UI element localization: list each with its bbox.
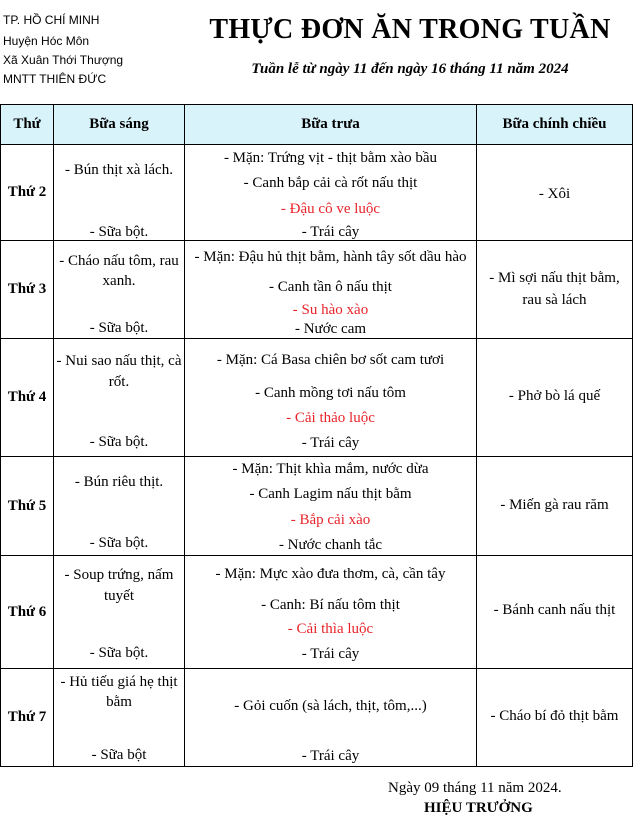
lunch-line: - Trái cây: [301, 748, 360, 764]
lunch-line: - Mặn: Cá Basa chiên bơ sốt cam tươi: [216, 352, 445, 368]
breakfast-line: tuyết: [104, 588, 134, 604]
lunch-line: - Canh: Bí nấu tôm thịt: [261, 597, 400, 613]
breakfast-milk: - Sữa bột.: [89, 320, 149, 336]
breakfast-line: bằm: [106, 694, 132, 710]
breakfast-cell: [54, 556, 185, 669]
lunch-line-vegetable: - Cải thảo luộc: [286, 410, 375, 426]
lunch-cell: [185, 457, 477, 556]
breakfast-milk: - Sữa bột.: [89, 224, 149, 240]
lunch-line: - Gỏi cuốn (sà lách, thịt, tôm,...): [234, 698, 427, 714]
lunch-line-vegetable: - Đậu cô ve luộc: [280, 201, 381, 217]
header-row: [1, 105, 633, 145]
lunch-cell: [185, 145, 477, 241]
lunch-line: - Mặn: Mực xào đưa thơm, cà, cần tây: [215, 566, 446, 582]
snack-line: rau sà lách: [522, 292, 587, 308]
snack-line: - Mì sợi nấu thịt bằm,: [489, 270, 620, 286]
lunch-line-vegetable: - Su hào xào: [292, 302, 369, 318]
lunch-line: - Canh bắp cải cà rốt nấu thịt: [243, 175, 418, 191]
lunch-line: - Mặn: Thịt khìa mắm, nước dừa: [232, 461, 429, 477]
day-cell: Thứ 2: [1, 145, 54, 241]
lunch-line: - Trái cây: [301, 224, 360, 240]
lunch-line: - Mặn: Trứng vịt - thịt bằm xào bầu: [223, 150, 438, 166]
table-row: [1, 241, 633, 339]
breakfast-cell: [54, 457, 185, 556]
lunch-line: - Trái cây: [301, 435, 360, 451]
snack-cell: [477, 669, 633, 767]
breakfast-line: - Bún thịt xà lách.: [65, 162, 173, 178]
header-lunch: Bữa trưa: [185, 105, 477, 145]
day-cell: Thứ 5: [1, 457, 54, 556]
breakfast-line: - Bún riêu thịt.: [74, 474, 164, 490]
lunch-line: - Canh mồng tơi nấu tôm: [255, 385, 406, 401]
org-city: TP. HỒ CHÍ MINH: [3, 13, 100, 27]
org-district: Huyện Hóc Môn: [3, 34, 90, 48]
signing-date: Ngày 09 tháng 11 năm 2024.: [388, 780, 562, 796]
snack-line: - Phở bò lá quế: [508, 388, 601, 404]
header-snack: Bữa chính chiều: [477, 105, 633, 145]
lunch-cell: [185, 556, 477, 669]
table-row: [1, 145, 633, 241]
snack-cell: [477, 457, 633, 556]
breakfast-cell: [54, 669, 185, 767]
menu-table: [0, 104, 633, 767]
breakfast-milk: - Sữa bột.: [89, 535, 149, 551]
snack-line: - Xôi: [538, 186, 571, 202]
breakfast-cell: [54, 145, 185, 241]
breakfast-line: - Nui sao nấu thịt, cà: [56, 353, 182, 369]
breakfast-milk: - Sữa bột.: [89, 645, 149, 661]
lunch-line: - Trái cây: [301, 646, 360, 662]
snack-cell: [477, 556, 633, 669]
breakfast-line: - Soup trứng, nấm: [64, 567, 174, 583]
week-range: Tuần lễ từ ngày 11 đến ngày 16 tháng 11 năm 2024: [251, 61, 569, 77]
day-cell: Thứ 3: [1, 241, 54, 339]
org-school: MNTT THIÊN ĐỨC: [3, 72, 107, 86]
snack-line: - Bánh canh nấu thịt: [493, 602, 616, 618]
table-row: [1, 457, 633, 556]
lunch-line-vegetable: - Cải thìa luộc: [287, 621, 374, 637]
lunch-cell: [185, 339, 477, 457]
lunch-line: - Canh Lagim nấu thịt bằm: [249, 486, 412, 502]
page-title: THỰC ĐƠN ĂN TRONG TUẦN: [209, 14, 611, 45]
breakfast-line: - Cháo nấu tôm, rau: [59, 253, 179, 269]
breakfast-line: xanh.: [102, 273, 136, 289]
breakfast-milk: - Sữa bột: [91, 747, 147, 763]
header-day: Thứ: [1, 105, 54, 145]
day-cell: Thứ 7: [1, 669, 54, 767]
snack-cell: [477, 145, 633, 241]
table-row: [1, 556, 633, 669]
lunch-line: - Nước cam: [294, 321, 367, 337]
snack-line: - Cháo bí đỏ thịt bằm: [490, 708, 619, 724]
table-row: [1, 669, 633, 767]
header-breakfast: Bữa sáng: [54, 105, 185, 145]
lunch-line-vegetable: - Bắp cải xào: [290, 512, 371, 528]
day-cell: Thứ 6: [1, 556, 54, 669]
org-commune: Xã Xuân Thới Thượng: [3, 53, 124, 67]
breakfast-cell: [54, 339, 185, 457]
breakfast-line: rốt.: [108, 374, 130, 390]
table-row: [1, 339, 633, 457]
lunch-line: - Nước chanh tắc: [278, 537, 383, 553]
snack-cell: [477, 241, 633, 339]
lunch-cell: [185, 669, 477, 767]
snack-cell: [477, 339, 633, 457]
lunch-line: - Canh tần ô nấu thịt: [269, 279, 392, 295]
lunch-cell: [185, 241, 477, 339]
day-cell: Thứ 4: [1, 339, 54, 457]
breakfast-cell: [54, 241, 185, 339]
breakfast-milk: - Sữa bột.: [89, 434, 149, 450]
principal-title: HIỆU TRƯỞNG: [424, 800, 533, 816]
lunch-line: - Mặn: Đậu hủ thịt bằm, hành tây sốt dầu hào: [194, 249, 467, 265]
snack-line: - Miến gà rau răm: [500, 497, 609, 513]
breakfast-line: - Hủ tiếu giá hẹ thịt: [60, 674, 178, 690]
